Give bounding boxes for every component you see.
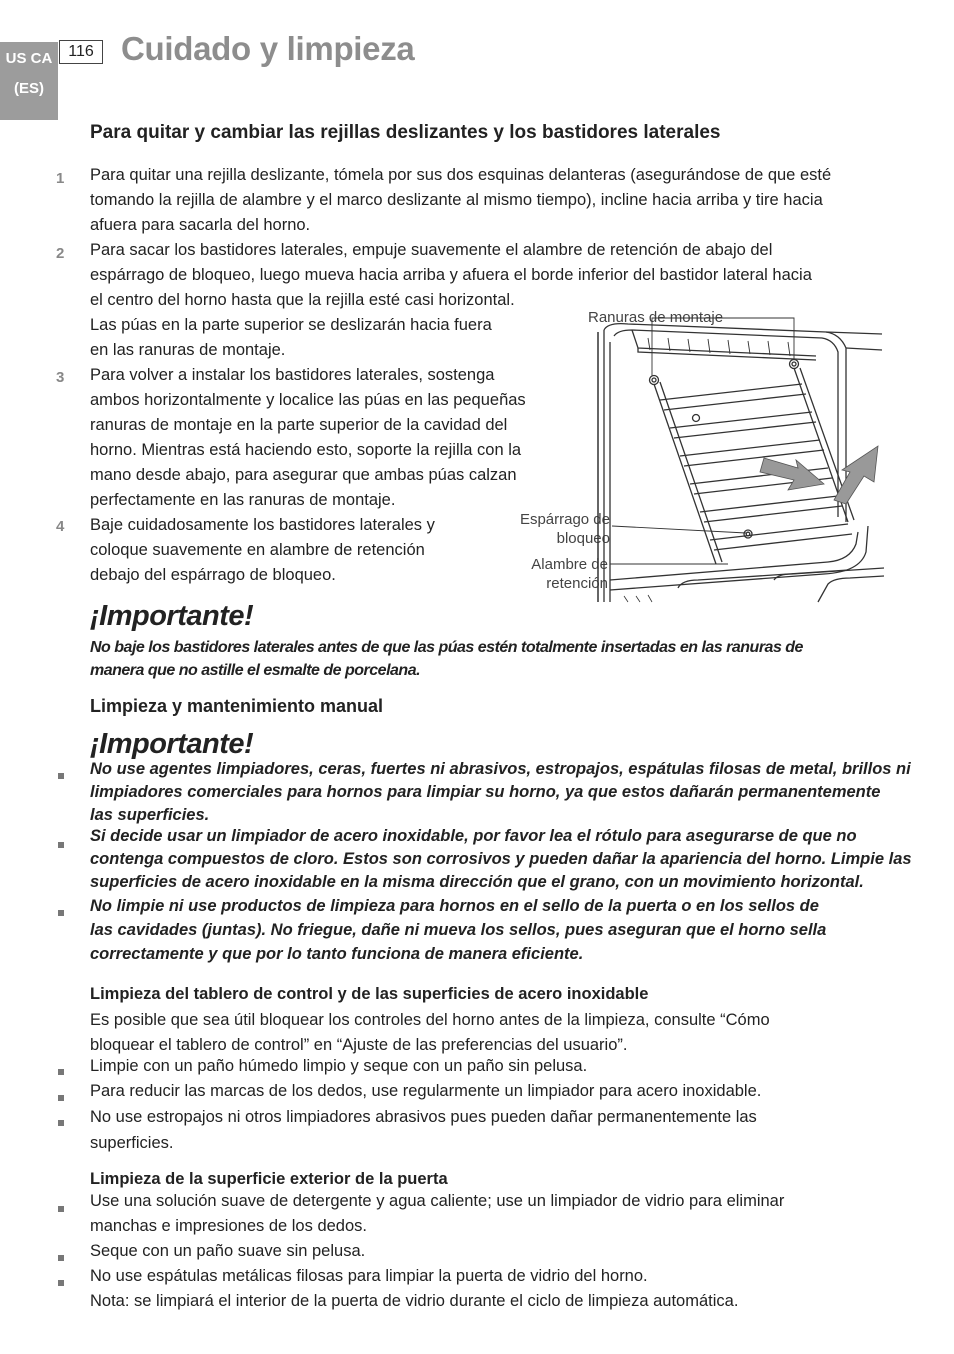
text-line: ambos horizontalmente y localice las púas en las pequeñas	[90, 391, 526, 409]
text-line: el centro del horno hasta que la rejilla esté casi horizontal.	[90, 291, 515, 309]
text-line: Baje cuidadosamente los bastidores laterales y	[90, 516, 435, 534]
text-line: tomando la rejilla de alambre y el marco deslizante al mismo tiempo), incline hacia arriba y tire hacia	[90, 191, 823, 209]
text-line: Limpie con un paño húmedo limpio y seque con un paño sin pelusa.	[90, 1057, 588, 1075]
text-line: Use una solución suave de detergente y agua caliente; use un limpiador de vidrio para eliminar	[90, 1192, 785, 1210]
text-line: Alambre de	[531, 556, 608, 573]
text-line: superficies de acero inoxidable en la misma dirección que el grano, con un movimiento horizontal.	[90, 873, 864, 891]
bullet	[58, 842, 64, 848]
door-item-2	[90, 1239, 365, 1264]
text-line: Si decide usar un limpiador de acero inoxidable, por favor lea el rótulo para asegurarse de que no	[90, 827, 857, 845]
important-text-1	[90, 636, 803, 682]
text-line: contenga compuestos de cloro. Estos son corrosivos y pueden dañar la apariencia del horno. Limpie las	[90, 850, 912, 868]
step-number-3: 3	[56, 369, 65, 386]
text-line: bloquear el tablero de control” en “Ajuste de las preferencias del usuario”.	[90, 1036, 628, 1054]
door-item-3	[90, 1264, 738, 1314]
text-line: Seque con un paño suave sin pelusa.	[90, 1242, 366, 1260]
bullet	[58, 1255, 64, 1261]
section-heading-racks: Para quitar y cambiar las rejillas deslizantes y los bastidores laterales	[90, 122, 721, 143]
important-title-1: ¡Importante!	[90, 600, 254, 632]
control-panel-item-2	[90, 1079, 761, 1104]
text-line: manera que no astille el esmalte de porcelana.	[90, 662, 421, 679]
figure-label-mounting-slots: Ranuras de montaje	[588, 309, 724, 326]
region-line-1: US CA	[5, 50, 53, 67]
step-3-text	[90, 363, 526, 513]
text-line: limpiadores comerciales para hornos para limpiar su horno, ya que estos dañarán permanentemente	[90, 783, 881, 801]
section-heading-door-exterior: Limpieza de la superficie exterior de la puerta	[90, 1170, 448, 1188]
text-line: Nota: se limpiará el interior de la puerta de vidrio durante el ciclo de limpieza automática.	[90, 1292, 739, 1310]
text-line: mano desde abajo, para asegurar que ambas púas calzan	[90, 466, 517, 484]
step-number-2: 2	[56, 245, 65, 262]
bullet	[58, 773, 64, 779]
text-line: No limpie ni use productos de limpieza para hornos en el sello de la puerta o en los sellos de	[90, 897, 819, 915]
control-panel-item-3	[90, 1104, 757, 1156]
text-line: las cavidades (juntas). No friegue, dañe ni mueva los sellos, pues aseguran que el horno sella	[90, 921, 827, 939]
section-heading-manual-cleaning: Limpieza y mantenimiento manual	[90, 696, 384, 716]
text-line: Para sacar los bastidores laterales, empuje suavemente el alambre de retención de abajo del	[90, 241, 773, 259]
control-panel-intro	[90, 1008, 770, 1058]
text-line: perfectamente en las ranuras de montaje.	[90, 491, 396, 509]
text-line: No use agentes limpiadores, ceras, fuertes ni abrasivos, estropajos, espátulas filosas de metal, brillos ni	[90, 760, 911, 778]
door-item-1	[90, 1189, 784, 1239]
text-line: correctamente y que por lo tanto funciona de manera eficiente.	[90, 945, 584, 963]
text-line: superficies.	[90, 1134, 174, 1152]
text-line: en las ranuras de montaje.	[90, 341, 286, 359]
text-line: Para reducir las marcas de los dedos, use regularmente un limpiador para acero inoxidable.	[90, 1082, 762, 1100]
text-line: espárrago de bloqueo, luego mueva hacia arriba y afuera el borde inferior del bastidor lateral hacia	[90, 266, 812, 284]
text-line: afuera para sacarla del horno.	[90, 216, 311, 234]
important-item-2	[90, 825, 912, 894]
step-1-text	[90, 163, 831, 238]
text-line: No use estropajos ni otros limpiadores abrasivos pues pueden dañar permanentemente las	[90, 1108, 757, 1126]
bullet	[58, 1095, 64, 1101]
text-line: Espárrago de	[519, 511, 610, 528]
bullet	[58, 1206, 64, 1212]
text-line: No use espátulas metálicas filosas para limpiar la puerta de vidrio del horno.	[90, 1267, 648, 1285]
text-line: Para volver a instalar los bastidores laterales, sostenga	[90, 366, 495, 384]
text-line: bloqueo	[556, 530, 610, 547]
bullet	[58, 1120, 64, 1126]
text-line: No baje los bastidores laterales antes de que las púas estén totalmente insertadas en las ranuras de	[90, 639, 803, 656]
page-title: Cuidado y limpieza	[121, 30, 415, 67]
region-line-2: (ES)	[14, 80, 44, 97]
control-panel-item-1	[90, 1054, 587, 1079]
text-line: Para quitar una rejilla deslizante, tómela por sus dos esquinas delanteras (asegurándose de que esté	[90, 166, 832, 184]
text-line: Es posible que sea útil bloquear los controles del horno antes de la limpieza, consulte “Cómo	[90, 1011, 770, 1029]
important-item-3	[90, 894, 826, 966]
text-line: ranuras de montaje en la parte superior de la cavidad del	[90, 416, 508, 434]
step-4-text	[90, 513, 435, 588]
important-item-1	[90, 758, 911, 827]
important-title-2: ¡Importante!	[90, 728, 254, 760]
text-line: las superficies.	[90, 806, 210, 824]
bullet	[58, 1069, 64, 1075]
region-tab	[0, 42, 58, 120]
section-heading-control-panel: Limpieza del tablero de control y de las superficies de acero inoxidable	[90, 985, 649, 1003]
text-line: debajo del espárrago de bloqueo.	[90, 566, 336, 584]
step-number-1: 1	[56, 170, 65, 187]
text-line: Las púas en la parte superior se deslizarán hacia fuera	[90, 316, 492, 334]
page-number: 116	[59, 40, 103, 64]
text-line: coloque suavemente en alambre de retención	[90, 541, 425, 559]
bullet	[58, 910, 64, 916]
text-line: manchas e impresiones de los dedos.	[90, 1217, 367, 1235]
text-line: horno. Mientras está haciendo esto, soporte la rejilla con la	[90, 441, 522, 459]
step-number-4: 4	[56, 518, 65, 535]
bullet	[58, 1280, 64, 1286]
text-line: retención	[546, 575, 608, 592]
side-rack-illustration	[588, 312, 884, 604]
